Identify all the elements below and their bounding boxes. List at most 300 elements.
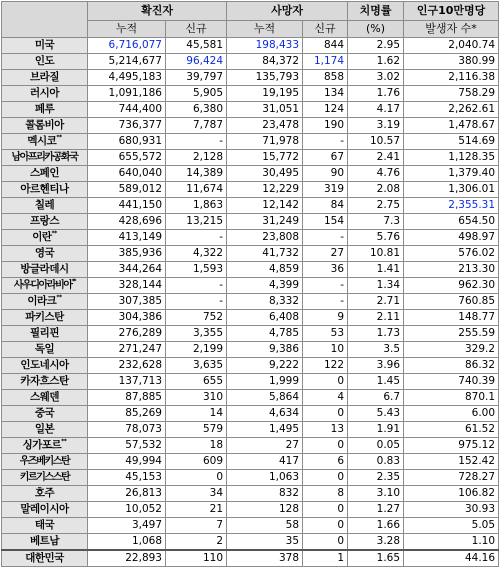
cases-cum-cell: 271,247 [88,342,166,358]
country-name: 칠레 [34,199,55,211]
deaths-cum-cell: 4,859 [227,262,303,278]
per100k-cell: 654.50 [404,214,499,230]
deaths-new-cell: 124 [303,102,348,118]
footnote-marker: ** [56,294,62,301]
fatality-cell: 1.34 [348,278,404,294]
country-name: 싱가포르 [22,439,62,451]
deaths-cum-cell: 58 [227,518,303,534]
deaths-cum-cell: 6,408 [227,310,303,326]
cases-cum-cell: 57,532 [88,438,166,454]
cases-cum-cell: 1,068 [88,534,166,551]
fatality-cell: 2.75 [348,198,404,214]
table-row [2,438,499,454]
fatality-cell: 3.19 [348,118,404,134]
fatality-cell: 3.10 [348,486,404,502]
country-name-cell [2,342,88,358]
deaths-new-cell: 4 [303,390,348,406]
country-name: 인도네시아 [20,359,69,371]
deaths-new-cell: 0 [303,406,348,422]
country-name: 카자흐스탄 [20,375,69,387]
fatality-cell: 1.65 [348,550,404,567]
per100k-cell: 148.77 [404,310,499,326]
fatality-cell: 5.43 [348,406,404,422]
per100k-cell: 2,262.61 [404,102,499,118]
cases-new-cell: 39,797 [166,70,227,86]
country-name-cell [2,38,88,54]
fatality-cell: 4.17 [348,102,404,118]
country-name-cell [2,70,88,86]
table-row [2,502,499,518]
per100k-cell: 740.39 [404,374,499,390]
country-name: 스페인 [30,167,59,179]
country-name: 키르기스스탄 [19,472,70,483]
cases-new-cell: 11,674 [166,182,227,198]
country-name-cell [2,166,88,182]
table-row [2,246,499,262]
header-fatality-unit: (%) [348,21,404,38]
table-row [2,102,499,118]
deaths-new-cell: 84 [303,198,348,214]
deaths-cum-cell: 23,478 [227,118,303,134]
country-name-cell [2,406,88,422]
country-name: 독일 [34,343,55,355]
country-name: 콜롬비아 [25,119,64,131]
country-name: 영국 [34,247,55,259]
country-name: 인도 [34,55,55,67]
per100k-cell: 329.2 [404,342,499,358]
per100k-cell: 498.97 [404,230,499,246]
cases-cum-cell: 4,495,183 [88,70,166,86]
cases-cum-cell: 6,716,077 [88,38,166,54]
deaths-new-cell: 27 [303,246,348,262]
country-name-cell [2,534,88,551]
cases-cum-cell: 328,144 [88,278,166,294]
table-row [2,38,499,54]
deaths-new-cell: 36 [303,262,348,278]
cases-cum-cell: 640,040 [88,166,166,182]
per100k-cell: 1,306.01 [404,182,499,198]
cases-cum-cell: 78,073 [88,422,166,438]
deaths-new-cell: 1,174 [303,54,348,70]
per100k-cell: 255.59 [404,326,499,342]
fatality-cell: 2.08 [348,182,404,198]
table-row [2,390,499,406]
table-row [2,518,499,534]
fatality-cell: 4.76 [348,166,404,182]
deaths-cum-cell: 135,793 [227,70,303,86]
table-body [2,38,499,567]
country-name-cell [2,150,88,166]
cases-new-cell: 655 [166,374,227,390]
country-name: 브라질 [30,71,59,83]
country-name: 사우디아라비아 [13,280,72,291]
deaths-cum-cell: 19,195 [227,86,303,102]
deaths-new-cell: 0 [303,470,348,486]
header-deaths-new: 신규 [303,21,348,38]
header-deaths: 사망자 [227,2,348,21]
header-cases-new: 신규 [166,21,227,38]
deaths-cum-cell: 4,634 [227,406,303,422]
deaths-cum-cell: 12,229 [227,182,303,198]
header-per100k-line2: 발생자 수* [404,21,499,38]
cases-cum-cell: 26,813 [88,486,166,502]
fatality-cell: 3.02 [348,70,404,86]
country-name-cell [2,358,88,374]
country-name-cell [2,54,88,70]
country-name: 태국 [34,519,55,531]
fatality-cell: 10.57 [348,134,404,150]
fatality-cell: 2.35 [348,470,404,486]
header-per100k-line1: 인구10만명당 [404,2,499,21]
covid-stats-table [1,1,499,567]
country-name: 우즈베키스탄 [19,456,70,467]
deaths-new-cell: 0 [303,518,348,534]
cases-cum-cell: 428,696 [88,214,166,230]
deaths-new-cell: 90 [303,166,348,182]
deaths-cum-cell: 417 [227,454,303,470]
header-cases: 확진자 [88,2,227,21]
fatality-cell: 10.81 [348,246,404,262]
country-name-cell [2,214,88,230]
cases-cum-cell: 22,893 [88,550,166,567]
per100k-cell: 61.52 [404,422,499,438]
deaths-cum-cell: 832 [227,486,303,502]
deaths-cum-cell: 35 [227,534,303,551]
cases-cum-cell: 49,994 [88,454,166,470]
cases-new-cell: 21 [166,502,227,518]
cases-new-cell: 45,581 [166,38,227,54]
country-name: 남아프리카공화국 [11,152,78,163]
cases-new-cell: 1,863 [166,198,227,214]
cases-cum-cell: 744,400 [88,102,166,118]
cases-cum-cell: 655,572 [88,150,166,166]
deaths-new-cell: 6 [303,454,348,470]
deaths-new-cell: 154 [303,214,348,230]
deaths-new-cell: 13 [303,422,348,438]
country-name-cell [2,390,88,406]
fatality-cell: 2.41 [348,150,404,166]
table-row [2,358,499,374]
cases-cum-cell: 232,628 [88,358,166,374]
country-name: 멕시코 [27,135,57,147]
fatality-cell: 1.62 [348,54,404,70]
per100k-cell: 5.05 [404,518,499,534]
cases-cum-cell: 385,936 [88,246,166,262]
country-name: 필리핀 [30,327,59,339]
table-row [2,486,499,502]
cases-cum-cell: 680,931 [88,134,166,150]
country-name-cell [2,102,88,118]
cases-new-cell: 18 [166,438,227,454]
deaths-cum-cell: 9,222 [227,358,303,374]
cases-cum-cell: 441,150 [88,198,166,214]
deaths-cum-cell: 12,142 [227,198,303,214]
country-name-cell [2,454,88,470]
per100k-cell: 514.69 [404,134,499,150]
deaths-cum-cell: 27 [227,438,303,454]
cases-new-cell: 34 [166,486,227,502]
cases-cum-cell: 304,386 [88,310,166,326]
footnote-marker: ** [71,278,76,285]
per100k-cell: 760.85 [404,294,499,310]
country-name: 미국 [34,39,55,51]
fatality-cell: 2.11 [348,310,404,326]
fatality-cell: 1.27 [348,502,404,518]
deaths-new-cell: 0 [303,374,348,390]
cases-new-cell: 3,355 [166,326,227,342]
fatality-cell: 6.7 [348,390,404,406]
deaths-cum-cell: 128 [227,502,303,518]
cases-cum-cell: 137,713 [88,374,166,390]
country-name: 스웨덴 [30,391,59,403]
deaths-new-cell: 319 [303,182,348,198]
deaths-new-cell: - [303,134,348,150]
cases-cum-cell: 736,377 [88,118,166,134]
country-name: 이라크 [27,295,57,307]
fatality-cell: 7.3 [348,214,404,230]
deaths-cum-cell: 1,495 [227,422,303,438]
cases-new-cell: 4,322 [166,246,227,262]
deaths-new-cell: 0 [303,438,348,454]
cases-new-cell: 14 [166,406,227,422]
per100k-cell: 576.02 [404,246,499,262]
cases-new-cell: 7 [166,518,227,534]
deaths-new-cell: 0 [303,502,348,518]
per100k-cell: 86.32 [404,358,499,374]
deaths-cum-cell: 15,772 [227,150,303,166]
table-row [2,230,499,246]
per100k-cell: 152.42 [404,454,499,470]
country-name: 말레이시아 [20,503,69,515]
cases-new-cell: 6,380 [166,102,227,118]
deaths-cum-cell: 9,386 [227,342,303,358]
per100k-cell: 380.99 [404,54,499,70]
country-name-cell [2,134,88,150]
country-name: 대한민국 [25,552,64,564]
cases-cum-cell: 307,385 [88,294,166,310]
table-row [2,454,499,470]
per100k-cell: 962.30 [404,278,499,294]
deaths-new-cell: 10 [303,342,348,358]
cases-new-cell: - [166,278,227,294]
fatality-cell: 1.41 [348,262,404,278]
cases-new-cell: - [166,294,227,310]
table-row [2,326,499,342]
cases-new-cell: 310 [166,390,227,406]
country-name-cell [2,230,88,246]
cases-new-cell: 5,905 [166,86,227,102]
country-name: 페루 [34,103,55,115]
fatality-cell: 3.28 [348,534,404,551]
deaths-new-cell: 844 [303,38,348,54]
country-name: 호주 [34,487,55,499]
footnote-marker: ** [56,134,62,141]
per100k-cell: 1,379.40 [404,166,499,182]
header-cases-cum: 누적 [88,21,166,38]
table-row [2,374,499,390]
fatality-cell: 1.66 [348,518,404,534]
country-name: 프랑스 [30,215,59,227]
deaths-new-cell: 190 [303,118,348,134]
country-name-cell [2,550,88,567]
deaths-cum-cell: 1,999 [227,374,303,390]
cases-new-cell: - [166,230,227,246]
per100k-cell: 975.12 [404,438,499,454]
cases-new-cell: 14,389 [166,166,227,182]
table-row [2,198,499,214]
table-row [2,134,499,150]
country-name-cell [2,198,88,214]
deaths-cum-cell: 1,063 [227,470,303,486]
cases-new-cell: 752 [166,310,227,326]
table-row [2,406,499,422]
country-name-cell [2,422,88,438]
country-name-cell [2,86,88,102]
cases-cum-cell: 344,264 [88,262,166,278]
deaths-cum-cell: 84,372 [227,54,303,70]
cases-new-cell: - [166,134,227,150]
country-name: 중국 [34,407,55,419]
per100k-cell: 1,128.35 [404,150,499,166]
cases-new-cell: 2,128 [166,150,227,166]
per100k-cell: 213.30 [404,262,499,278]
table-row [2,534,499,551]
deaths-cum-cell: 31,249 [227,214,303,230]
deaths-new-cell: 67 [303,150,348,166]
deaths-cum-cell: 4,399 [227,278,303,294]
country-name-cell [2,118,88,134]
per100k-cell: 44.16 [404,550,499,567]
fatality-cell: 3.96 [348,358,404,374]
cases-cum-cell: 1,091,186 [88,86,166,102]
header-deaths-cum: 누적 [227,21,303,38]
deaths-cum-cell: 41,732 [227,246,303,262]
table-row [2,150,499,166]
country-name: 베트남 [30,535,59,547]
cases-new-cell: 7,787 [166,118,227,134]
country-name: 러시아 [30,87,59,99]
table-row [2,262,499,278]
deaths-new-cell: 1 [303,550,348,567]
country-name-cell [2,486,88,502]
country-name-cell [2,470,88,486]
per100k-cell: 758.29 [404,86,499,102]
per100k-cell: 6.00 [404,406,499,422]
cases-new-cell: 110 [166,550,227,567]
table-row [2,342,499,358]
cases-cum-cell: 276,289 [88,326,166,342]
country-name-cell [2,278,88,294]
deaths-new-cell: 9 [303,310,348,326]
fatality-cell: 2.95 [348,38,404,54]
table-row [2,422,499,438]
table-row [2,278,499,294]
country-name-cell [2,518,88,534]
cases-new-cell: 13,215 [166,214,227,230]
table-row [2,182,499,198]
fatality-cell: 1.91 [348,422,404,438]
table-row [2,310,499,326]
per100k-cell: 2,040.74 [404,38,499,54]
cases-new-cell: 96,424 [166,54,227,70]
per100k-cell: 1,478.67 [404,118,499,134]
cases-new-cell: 3,635 [166,358,227,374]
deaths-cum-cell: 30,495 [227,166,303,182]
cases-new-cell: 0 [166,470,227,486]
deaths-new-cell: 134 [303,86,348,102]
fatality-cell: 1.76 [348,86,404,102]
deaths-new-cell: - [303,294,348,310]
fatality-cell: 0.05 [348,438,404,454]
country-name: 아르헨티나 [20,183,69,195]
cases-cum-cell: 87,885 [88,390,166,406]
deaths-cum-cell: 5,864 [227,390,303,406]
deaths-cum-cell: 4,785 [227,326,303,342]
cases-new-cell: 1,593 [166,262,227,278]
country-name-cell [2,438,88,454]
table-row [2,54,499,70]
per100k-cell: 2,116.38 [404,70,499,86]
table-row [2,214,499,230]
country-name-cell [2,326,88,342]
cases-cum-cell: 413,149 [88,230,166,246]
footnote-marker: ** [61,438,67,445]
deaths-cum-cell: 23,808 [227,230,303,246]
country-name-cell [2,294,88,310]
table-row [2,118,499,134]
table-row [2,70,499,86]
deaths-cum-cell: 31,051 [227,102,303,118]
table-row [2,166,499,182]
per100k-cell: 1.10 [404,534,499,551]
table-row [2,294,499,310]
fatality-cell: 2.71 [348,294,404,310]
fatality-cell: 5.76 [348,230,404,246]
country-name-cell [2,246,88,262]
header-fatality: 치명률 [348,2,404,21]
cases-new-cell: 579 [166,422,227,438]
cases-cum-cell: 5,214,677 [88,54,166,70]
deaths-cum-cell: 198,433 [227,38,303,54]
table-row [2,86,499,102]
deaths-new-cell: - [303,230,348,246]
corner-header-cell [2,2,88,38]
country-name-cell [2,262,88,278]
country-name-cell [2,374,88,390]
deaths-cum-cell: 71,978 [227,134,303,150]
per100k-cell: 728.27 [404,470,499,486]
cases-cum-cell: 45,153 [88,470,166,486]
per100k-cell: 106.82 [404,486,499,502]
deaths-new-cell: 53 [303,326,348,342]
footnote-marker: ** [51,230,57,237]
country-name: 일본 [34,423,55,435]
per100k-cell: 2,355.31 [404,198,499,214]
fatality-cell: 1.45 [348,374,404,390]
deaths-new-cell: 858 [303,70,348,86]
cases-cum-cell: 589,012 [88,182,166,198]
fatality-cell: 0.83 [348,454,404,470]
deaths-cum-cell: 8,332 [227,294,303,310]
country-name-cell [2,502,88,518]
country-name: 방글라데시 [20,263,69,275]
deaths-cum-cell: 378 [227,550,303,567]
table-row [2,550,499,567]
deaths-new-cell: 122 [303,358,348,374]
country-name: 이란 [32,231,52,243]
fatality-cell: 3.5 [348,342,404,358]
cases-cum-cell: 10,052 [88,502,166,518]
